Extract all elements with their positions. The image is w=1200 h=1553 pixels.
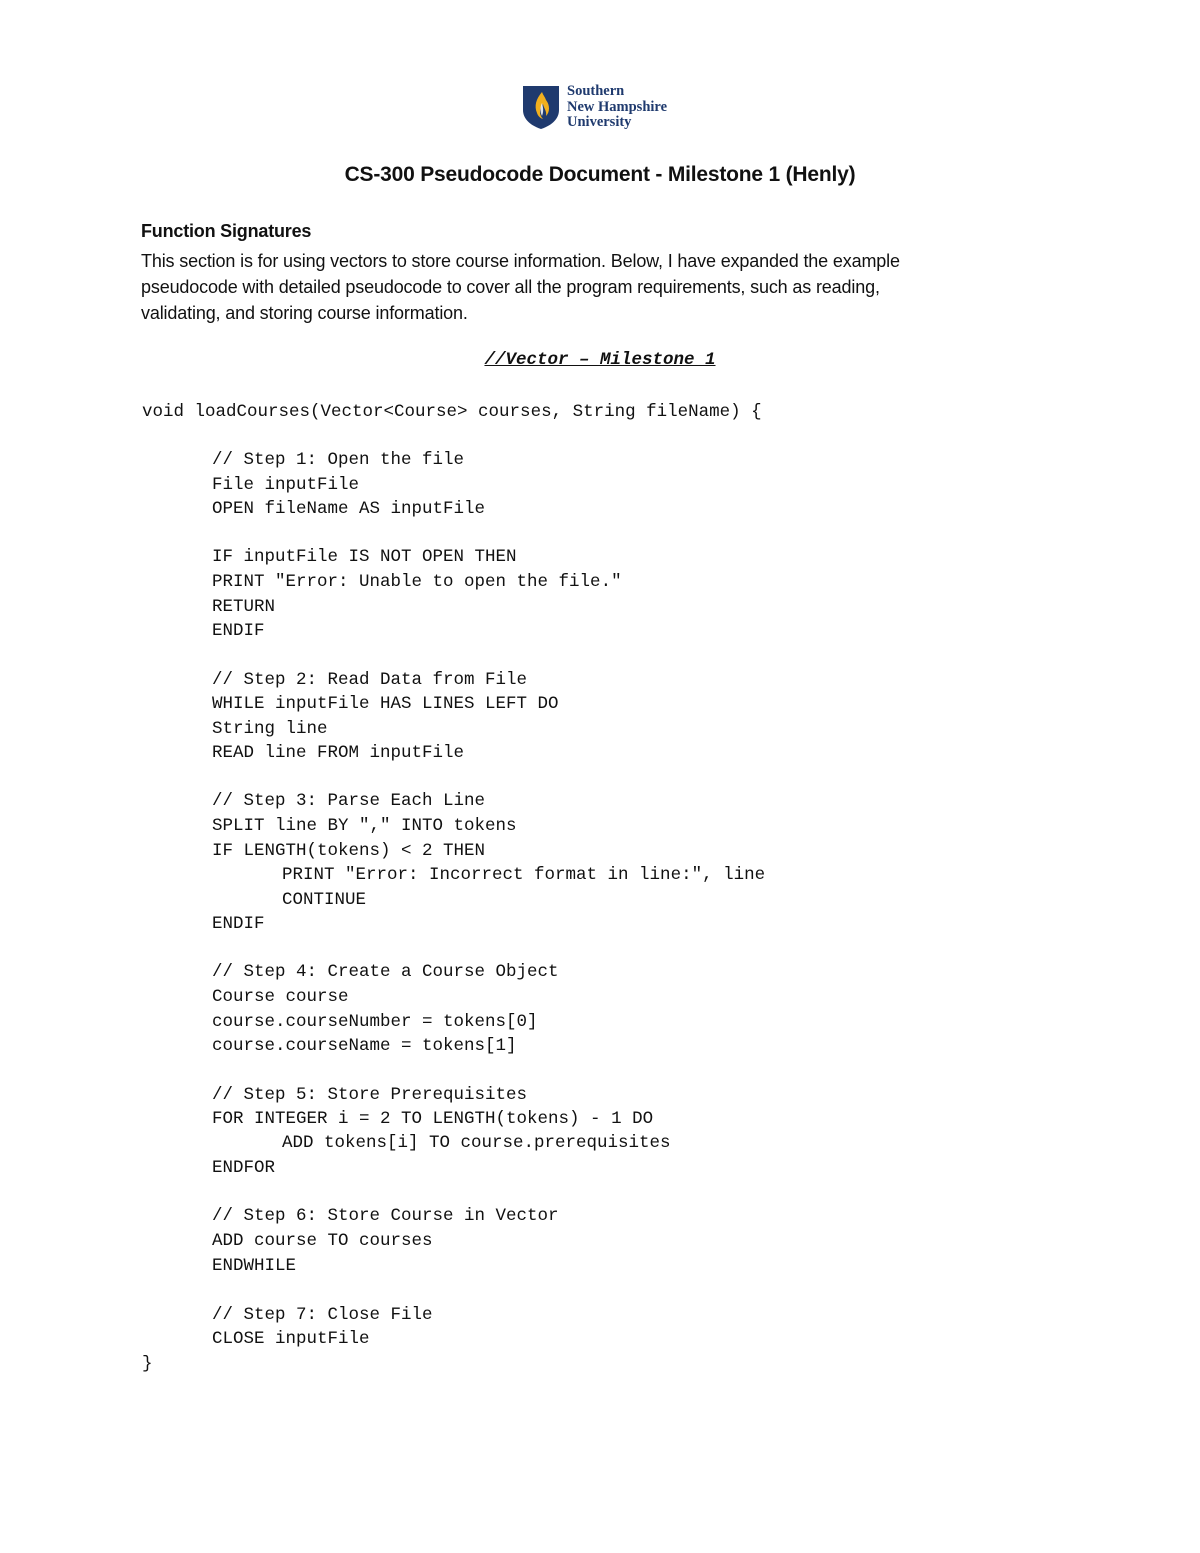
code-line: FOR INTEGER i = 2 TO LENGTH(tokens) - 1 DO [212,1109,654,1129]
code-line: CONTINUE [282,890,367,910]
code-line: IF LENGTH(tokens) < 2 THEN [212,841,486,861]
logo-line-1: Southern [567,83,625,99]
code-line: course.courseNumber = tokens[0] [212,1012,538,1032]
code-line: ADD course TO courses [212,1231,433,1251]
code-line: course.courseName = tokens[1] [212,1036,517,1056]
code-line: // Step 5: Store Prerequisites [212,1085,528,1105]
code-line: ADD tokens[i] TO course.prerequisites [282,1133,671,1153]
code-line: IF inputFile IS NOT OPEN THEN [212,547,517,567]
code-line: ENDIF [212,914,265,934]
code-line: OPEN fileName AS inputFile [212,499,486,519]
code-line: File inputFile [212,475,360,495]
code-line: } [142,1354,153,1374]
logo-line-3: University [567,114,632,130]
document-title: CS-300 Pseudocode Document - Milestone 1 (Henly) [344,163,856,186]
code-line: PRINT "Error: Unable to open the file." [212,572,622,592]
code-line: ENDWHILE [212,1256,297,1276]
intro-paragraph [141,248,1021,326]
code-line: SPLIT line BY "," INTO tokens [212,816,517,836]
intro-line: pseudocode with detailed pseudocode to cover all the program requirements, such as reading, [141,277,880,297]
code-line: READ line FROM inputFile [212,743,465,763]
code-line: CLOSE inputFile [212,1329,370,1349]
code-line: // Step 6: Store Course in Vector [212,1206,559,1226]
code-line: // Step 1: Open the file [212,450,465,470]
code-line: Course course [212,987,349,1007]
intro-line: validating, and storing course information. [141,303,468,323]
university-logo [522,84,692,132]
code-line: ENDFOR [212,1158,276,1178]
intro-line: This section is for using vectors to store course information. Below, I have expanded the example [141,251,900,271]
section-heading: Function Signatures [141,221,312,241]
code-line: void loadCourses(Vector<Course> courses, String fileName) { [142,402,762,422]
code-heading: //Vector – Milestone 1 [484,350,716,370]
code-line: // Step 3: Parse Each Line [212,791,486,811]
logo-wordmark [567,84,667,131]
code-line: String line [212,719,328,739]
code-line: RETURN [212,597,276,617]
flame-shield-icon [522,84,560,130]
code-line: WHILE inputFile HAS LINES LEFT DO [212,694,559,714]
code-line: ENDIF [212,621,265,641]
code-line: // Step 7: Close File [212,1305,433,1325]
code-line: // Step 2: Read Data from File [212,670,528,690]
code-line: PRINT "Error: Incorrect format in line:", line [282,865,766,885]
code-line: // Step 4: Create a Course Object [212,962,559,982]
logo-line-2: New Hampshire [567,98,668,115]
